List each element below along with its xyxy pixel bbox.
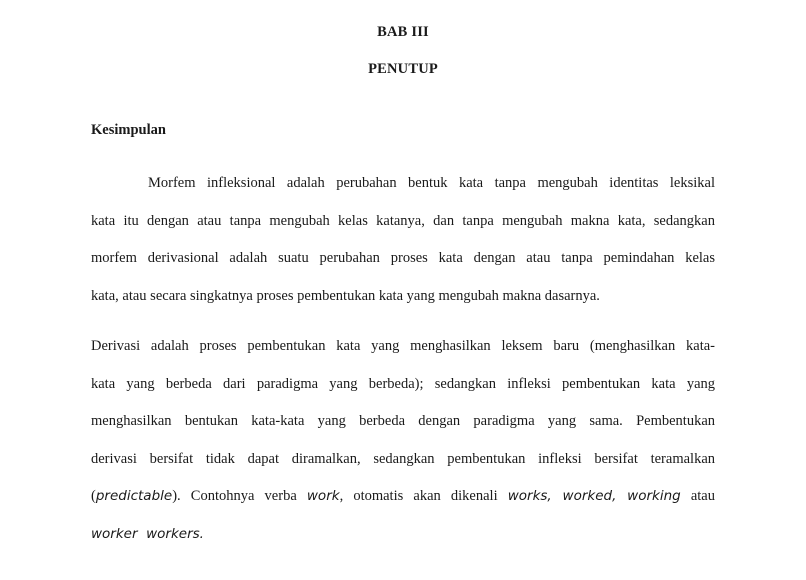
paragraph-line: kata yang berbeda dari paradigma yang berbeda); sedangkan infleksi pembentukan kata yang	[91, 375, 715, 392]
paragraph-conclusion-1	[91, 165, 715, 315]
paragraph-line: kata, atau secara singkatnya proses pembentukan kata yang mengubah makna dasarnya.	[91, 287, 600, 304]
paragraph-line: kata itu dengan atau tanpa mengubah kelas katanya, dan tanpa mengubah makna kata, sedangkan	[91, 212, 715, 229]
paragraph-line: derivasi bersifat tidak dapat diramalkan, sedangkan pembentukan infleksi bersifat teramalkan	[91, 450, 715, 467]
chapter-number: BAB III	[377, 24, 429, 40]
period: .	[199, 525, 204, 542]
paragraph-line: menghasilkan bentukan kata-kata yang berbeda dengan paradigma yang sama. Pembentukan	[91, 413, 715, 429]
text-segment: atau	[680, 488, 715, 504]
term-work: work	[306, 488, 340, 504]
paragraph-line-examples	[91, 478, 715, 516]
text-segment: , otomatis akan dikenali	[339, 488, 508, 504]
paragraph-line-final	[91, 516, 715, 554]
paragraph-line: Morfem infleksional adalah perubahan bentuk kata tanpa mengubah identitas leksikal	[148, 175, 715, 191]
term-examples: works, worked, working	[507, 488, 681, 504]
paragraph-line: Derivasi adalah proses pembentukan kata yang menghasilkan leksem baru (menghasilkan kata-	[91, 338, 715, 354]
open-paren: (	[91, 488, 96, 504]
paragraph-line: morfem derivasional adalah suatu perubahan proses kata dengan atau tanpa pemindahan kelas	[91, 250, 715, 266]
paragraph-conclusion-2	[91, 328, 715, 553]
chapter-title: PENUTUP	[368, 61, 438, 77]
text-segment: ). Contohnya verba	[172, 488, 307, 504]
section-heading: Kesimpulan	[91, 122, 166, 138]
term-workers: worker workers	[91, 525, 200, 542]
term-predictable: predictable	[95, 488, 173, 504]
